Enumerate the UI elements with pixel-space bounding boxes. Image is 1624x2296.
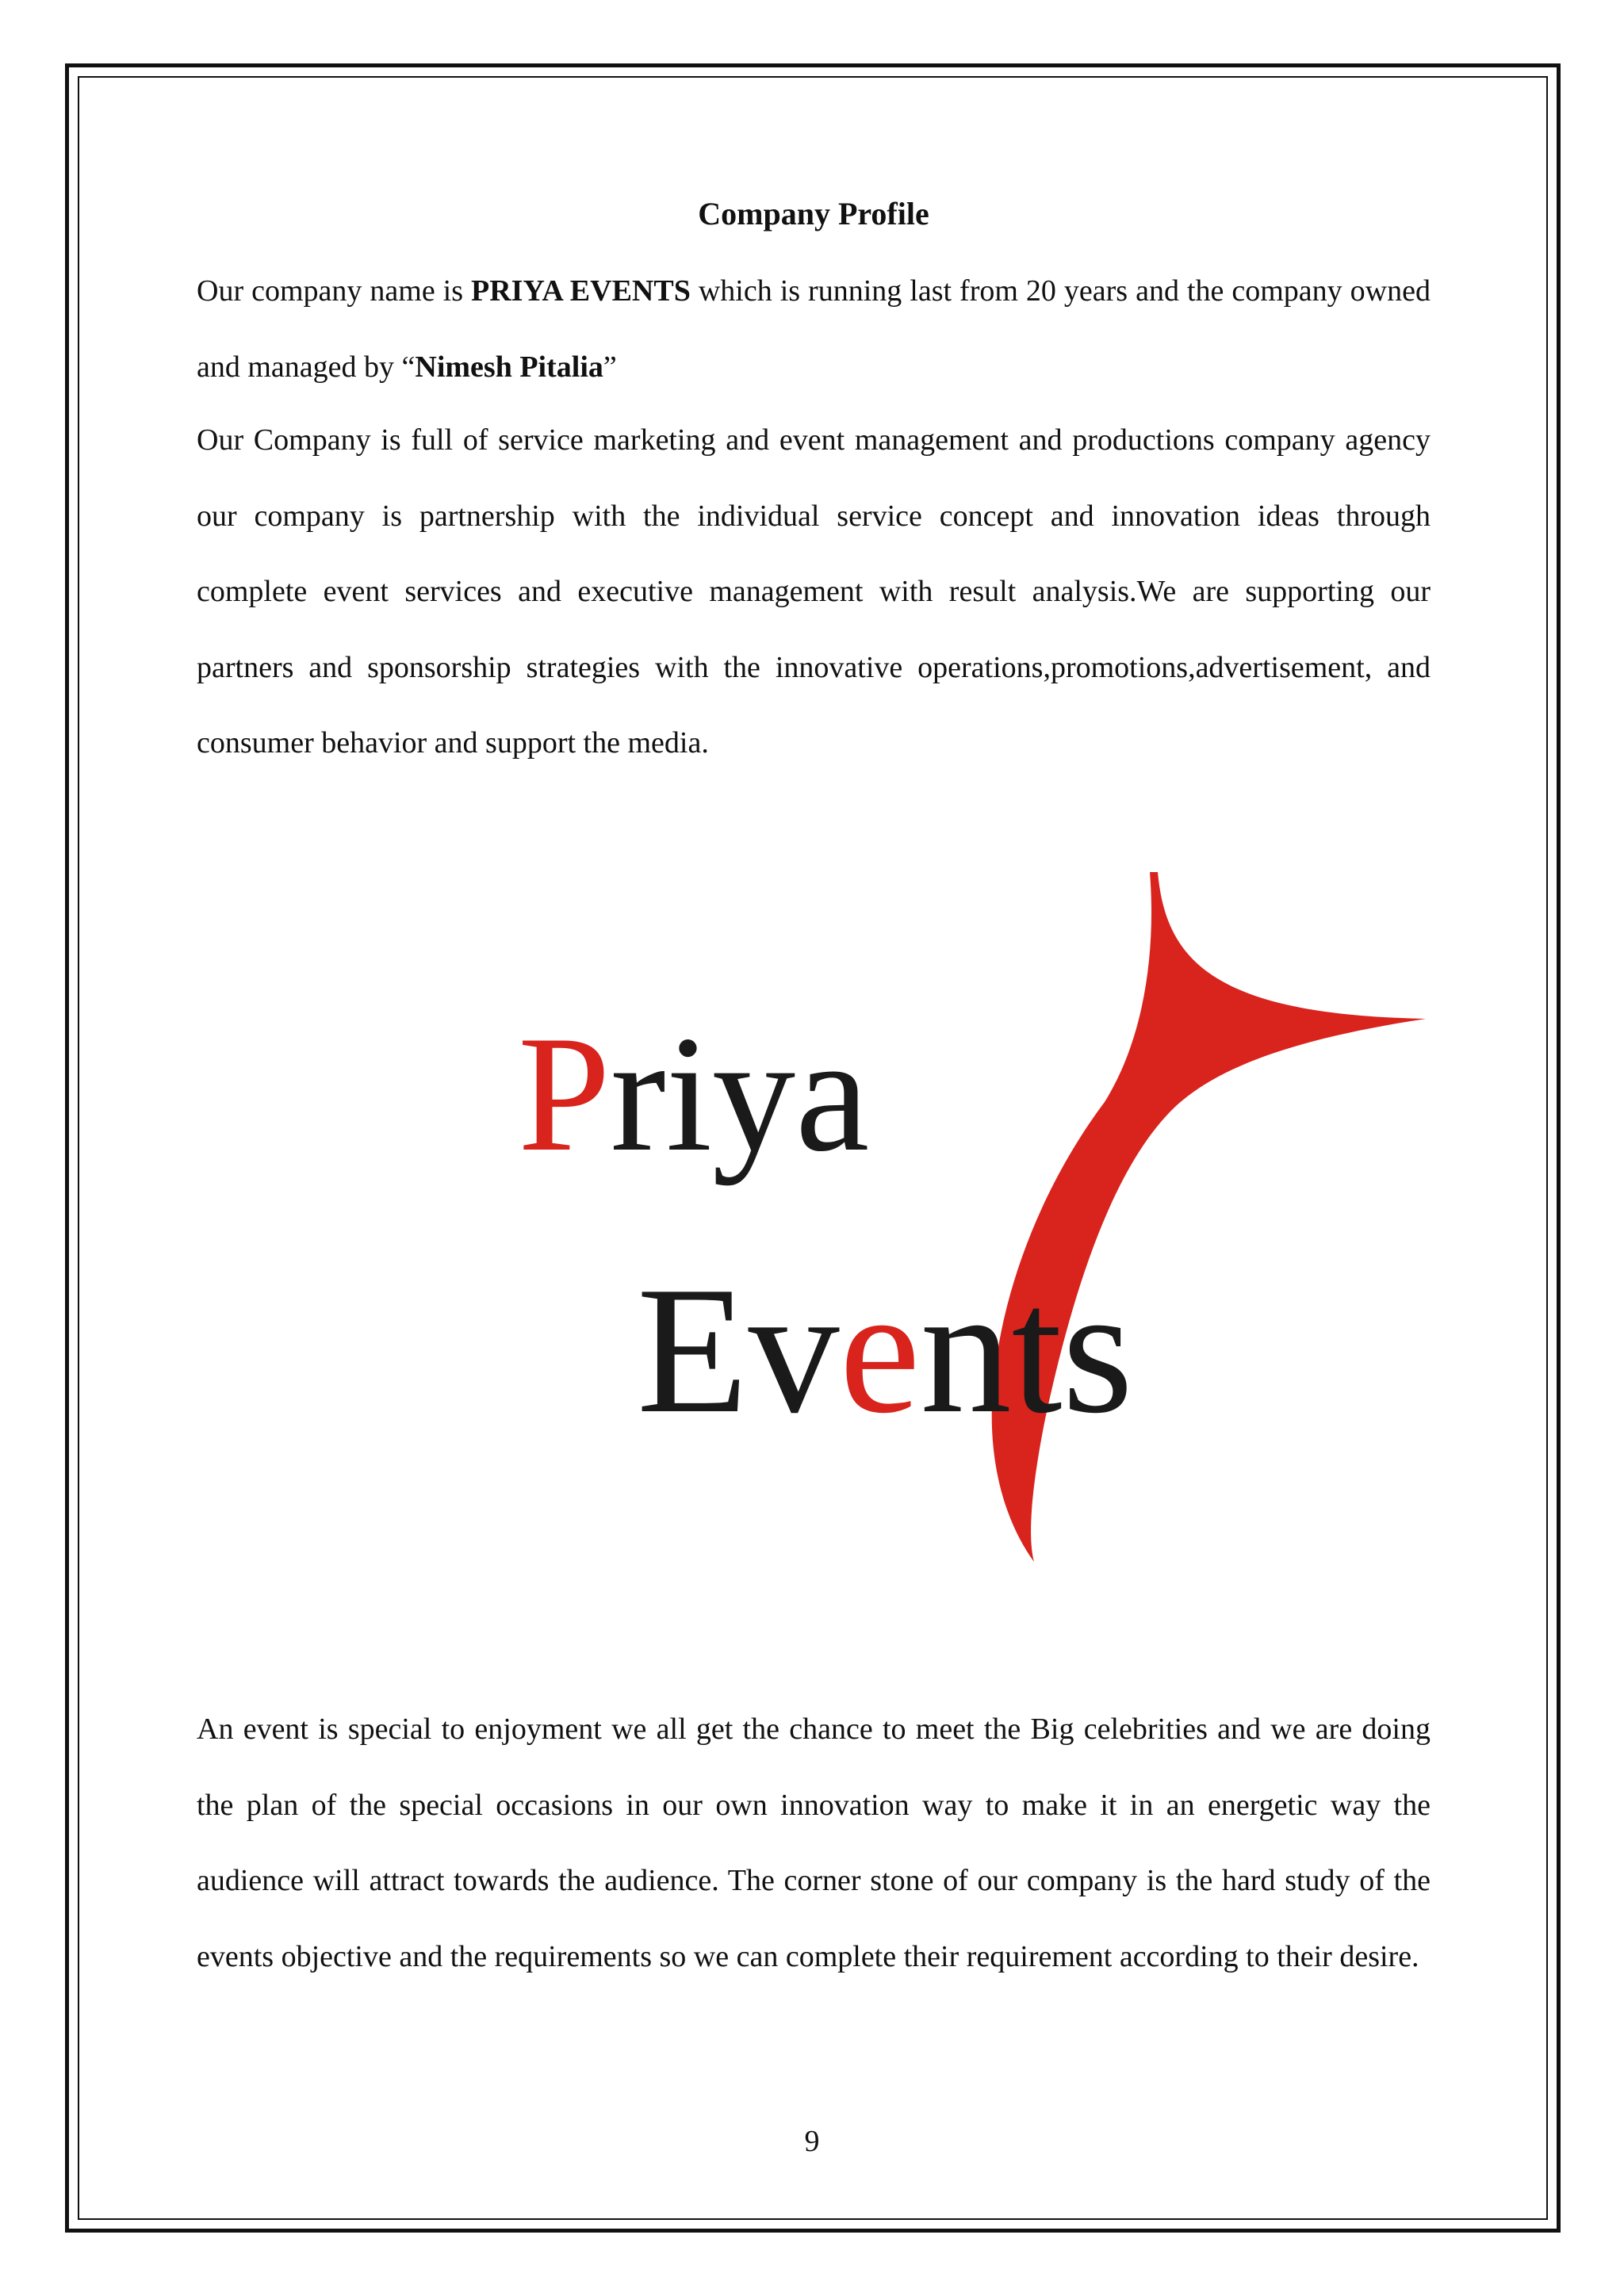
owner-name: Nimesh Pitalia bbox=[415, 350, 603, 384]
intro-middle: which is running last from 20 years and the company owned and managed by “ bbox=[197, 274, 1431, 384]
company-name: PRIYA EVENTS bbox=[471, 274, 691, 308]
page-title: Company Profile bbox=[698, 196, 929, 232]
priya-events-logo bbox=[498, 864, 1450, 1578]
logo-word-events bbox=[637, 1249, 1133, 1451]
logo-letters-nts: nts bbox=[920, 1249, 1134, 1451]
logo-graphic bbox=[498, 864, 1450, 1578]
logo-letter-p: P bbox=[518, 1002, 611, 1186]
description-paragraph: Our Company is full of service marketing and event management and productions company agency our company is partnership with the individual service concept and innovation ideas through complete event services and executive management with result analysis.We are supporting our partners and sponsorship strategies with the innovative operations,promotions,advertisement, and consumer behavior and support the media. bbox=[197, 423, 1431, 760]
intro-suffix: ” bbox=[603, 350, 617, 384]
page-number: 9 bbox=[804, 2125, 820, 2158]
intro-prefix: Our company name is bbox=[197, 274, 472, 308]
closing-paragraph: An event is special to enjoyment we all get the chance to meet the Big celebrities and we are doing the plan of the special occasions in our own innovation way to make it in an energetic way the audience will attract towards the audience. The corner stone of our company is the hard study of the events objective and the requirements so we can complete their requirement according to their desire. bbox=[197, 1712, 1431, 1973]
logo-word-priya bbox=[518, 1002, 869, 1186]
logo-letters-ev: Ev bbox=[637, 1249, 840, 1451]
logo-letter-e: e bbox=[839, 1249, 921, 1451]
logo-word-priya-rest: riya bbox=[610, 1002, 870, 1186]
logo-swoosh bbox=[992, 872, 1426, 1562]
intro-paragraph bbox=[197, 254, 1431, 405]
